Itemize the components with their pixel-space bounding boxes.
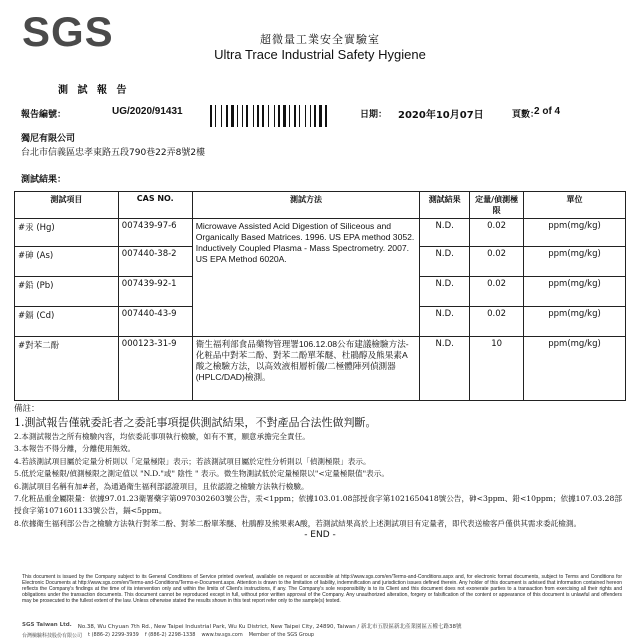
row-limit: 0.02: [470, 277, 524, 307]
report-number: UG/2020/91431: [112, 106, 183, 117]
company-address: 台北市信義區忠孝東路五段790巷22弄8號2樓: [21, 148, 206, 158]
header-limit: 定量/偵測極限: [470, 192, 524, 219]
barcode-bar: [215, 105, 216, 127]
date-label: 日期：: [360, 110, 388, 120]
barcode-bar: [246, 105, 248, 127]
barcode-bar: [319, 105, 322, 127]
barcode-bar: [213, 105, 214, 127]
header-result: 測試結果: [420, 192, 470, 219]
header-test-item: 測試項目: [15, 192, 119, 219]
lab-name-cn: 超微量工業安全實驗室: [260, 33, 380, 46]
sgs-logo: SGS: [22, 8, 114, 55]
row-item: #鉛 (Pb): [15, 277, 119, 307]
barcode-bar: [223, 105, 225, 127]
barcode-bar: [231, 105, 234, 127]
footer-brand: SGS Taiwan Ltd.: [22, 622, 72, 628]
note-item: 1.測試報告僅就委託者之委託事項提供測試結果，不對產品合法性做判斷。: [14, 416, 377, 429]
barcode-bar: [270, 105, 273, 127]
footer-fax: f (886-2) 2298-1338: [144, 632, 196, 638]
row-cas: 007440-38-2: [118, 247, 192, 277]
barcode-bar: [317, 105, 318, 127]
notes-label: 備註：: [14, 404, 40, 414]
method-hydroquinone: 衛生福利部食品藥物管理署106.12.08公布建議檢驗方法-化粧品中對苯二酚、對苯二酚單苯醚、杜鵑醇及熊果素A酸之檢驗方法，以高效液相層析儀/二極體陣列偵測器(HPLC/DAD)檢測。: [192, 337, 420, 401]
row-limit: 0.02: [470, 307, 524, 337]
row-item: #鎘 (Cd): [15, 307, 119, 337]
barcode-bar: [237, 105, 238, 127]
barcode-bar: [253, 105, 254, 127]
barcode-bar: [283, 105, 286, 127]
note-item: 7.化粧品重金屬限量：依據97.01.23衛署藥字第0970302603號公告，汞<1ppm；依據103.01.08部授食字第1021650418號公告，砷<3ppm、鉛<10ppm；依據107.03.28部授食字第1071601133號公告，鎘<5ppm。: [14, 494, 622, 516]
barcode-bar: [255, 105, 256, 127]
row-result: N.D.: [420, 307, 470, 337]
barcode-bar: [210, 105, 212, 127]
results-table: [14, 191, 626, 401]
report-date: 2020年10月07日: [398, 110, 484, 121]
lab-name-en: Ultra Trace Industrial Safety Hygiene: [214, 47, 426, 62]
row-unit: ppm(mg/kg): [524, 307, 626, 337]
table-row: [15, 337, 626, 401]
barcode-bar: [239, 105, 241, 127]
barcode-bar: [299, 105, 300, 127]
barcode-bar: [260, 105, 261, 127]
row-result: N.D.: [420, 277, 470, 307]
barcode-bar: [312, 105, 313, 127]
barcode-bar: [268, 105, 269, 127]
footer-web: www.tw.sgs.com: [201, 632, 243, 638]
barcode-bar: [281, 105, 282, 127]
page-label: 頁數：: [512, 110, 540, 120]
barcode-bar: [297, 105, 298, 127]
notes-list: [14, 415, 626, 530]
row-item: #對苯二酚: [15, 337, 119, 401]
barcode-bar: [325, 105, 327, 127]
footer-address: No.38, Wu Chyuan 7th Rd., New Taipei Industrial Park, Wu Ku District, New Taipei City, 24890, Taiwan / 新北市五股區新北產業園區五權七路38號: [77, 624, 462, 630]
row-unit: ppm(mg/kg): [524, 219, 626, 247]
barcode-bar: [289, 105, 290, 127]
row-limit: 0.02: [470, 247, 524, 277]
row-item: #汞 (Hg): [15, 219, 119, 247]
table-row: [15, 219, 626, 247]
method-metals: Microwave Assisted Acid Digestion of Siliceous and Organically Based Matrices. 1996. US EPA method 3052. Inductively Coupled Plasma - Mass Spectrometry. 2007. US EPA Method 6020A.: [192, 219, 420, 337]
barcode-bar: [307, 105, 309, 127]
header-test-method: 測試方法: [192, 192, 420, 219]
barcode-bar: [274, 105, 275, 127]
note-item: 3.本報告不得分離，分離使用無效。: [14, 444, 136, 454]
barcode-bar: [276, 105, 277, 127]
note-item: 6.測試項目名稱有加#者，為通過衛生福利部認證項目，且依認證之檢驗方法執行檢驗。: [14, 481, 309, 491]
row-result: N.D.: [420, 337, 470, 401]
barcode-bar: [244, 105, 245, 127]
barcode-bar: [305, 105, 306, 127]
note-item: 4.若該測試項目屬於定量分析則以「定量極限」表示；若該測試項目屬於定性分析則以「偵測極限」表示。: [14, 456, 371, 466]
barcode-bar: [310, 105, 311, 127]
barcode-bar: [235, 105, 236, 127]
note-item: 2.本測試報告之所有檢驗內容，均依委託事項執行檢驗，如有不實，願意承擔完全責任。: [14, 432, 310, 441]
barcode-image: [210, 105, 350, 127]
company-name: 獨尼有限公司: [21, 134, 76, 144]
row-item: #砷 (As): [15, 247, 119, 277]
barcode-bar: [323, 105, 324, 127]
footer-member: Member of the SGS Group: [248, 632, 315, 638]
barcode-bar: [278, 105, 280, 127]
note-item: 8.依據衛生福利部公告之檢驗方法執行對苯二酚、對苯二酚單苯醚、杜鵑醇及熊果素A酸，若測試結果高於上述測試項目有定量者，即代表送檢客戶僅供其需求委託檢測。: [14, 518, 582, 528]
row-limit: 10: [470, 337, 524, 401]
row-unit: ppm(mg/kg): [524, 277, 626, 307]
page-number: 2 of 4: [534, 106, 561, 117]
barcode-bar: [301, 105, 304, 127]
row-cas: 000123-31-9: [118, 337, 192, 401]
row-cas: 007439-97-6: [118, 219, 192, 247]
results-label: 測試結果：: [21, 175, 67, 185]
row-unit: ppm(mg/kg): [524, 337, 626, 401]
barcode-bar: [226, 105, 228, 127]
footer: [22, 622, 622, 630]
footer-phone: t (886-2) 2299-3939: [88, 632, 139, 638]
barcode-bar: [294, 105, 296, 127]
barcode-bar: [217, 105, 220, 127]
note-item: 5.低於定量極限/偵測極限之測定值以 "N.D."或" 陰性 " 表示。微生物測試低於定量極限以"<定量極限值"表示。: [14, 469, 389, 479]
barcode-bar: [262, 105, 264, 127]
row-cas: 007440-43-9: [118, 307, 192, 337]
report-number-label: 報告編號：: [21, 110, 67, 120]
barcode-bar: [287, 105, 288, 127]
legal-disclaimer: This document is issued by the Company subject to its General Conditions of Service printed overleaf, available on request or accessible at http://www.sgs.com/en/Terms-and-Conditions.aspx and, for electronic format documents, subject to Terms and Conditions for Electronic Documents at http://www.sgs.com/en/Terms-and-Conditions/Terms-e-Document.aspx. Attention is drawn to the limitation of liability, indemnification and jurisdiction issues defined therein. Any holder of this document is advised that information contained hereon reflects the Company's findings at the time of its intervention only and within the limits of Client's instructions, if any. The Company's sole responsibility is to its Client and this document does not exonerate parties to a transaction from exercising all their rights and obligations under the transaction documents. This document cannot be reproduced except in full, without prior written approval of the Company. Any unauthorized alteration, forgery or falsification of the content or appearance of this document is unlawful and offenders may be prosecuted to the fullest extent of the law. Unless otherwise stated the results shown in this test report refer only to the sample(s) tested.: [22, 574, 622, 604]
header-unit: 單位: [524, 192, 626, 219]
barcode-bar: [257, 105, 259, 127]
row-cas: 007439-92-1: [118, 277, 192, 307]
footer-brand-cn: 台灣檢驗科技股份有限公司: [22, 633, 83, 639]
end-marker: - END -: [304, 530, 336, 540]
table-header-row: [15, 192, 626, 219]
barcode-bar: [221, 105, 222, 127]
footer-contact: [22, 632, 622, 639]
row-unit: ppm(mg/kg): [524, 247, 626, 277]
row-result: N.D.: [420, 219, 470, 247]
barcode-bar: [229, 105, 230, 127]
row-result: N.D.: [420, 247, 470, 277]
barcode-bar: [291, 105, 293, 127]
header-cas-no: CAS NO.: [118, 192, 192, 219]
barcode-bar: [249, 105, 252, 127]
report-title: 測 試 報 告: [58, 85, 130, 96]
barcode-bar: [314, 105, 316, 127]
barcode-bar: [242, 105, 243, 127]
row-limit: 0.02: [470, 219, 524, 247]
barcode-bar: [265, 105, 267, 127]
